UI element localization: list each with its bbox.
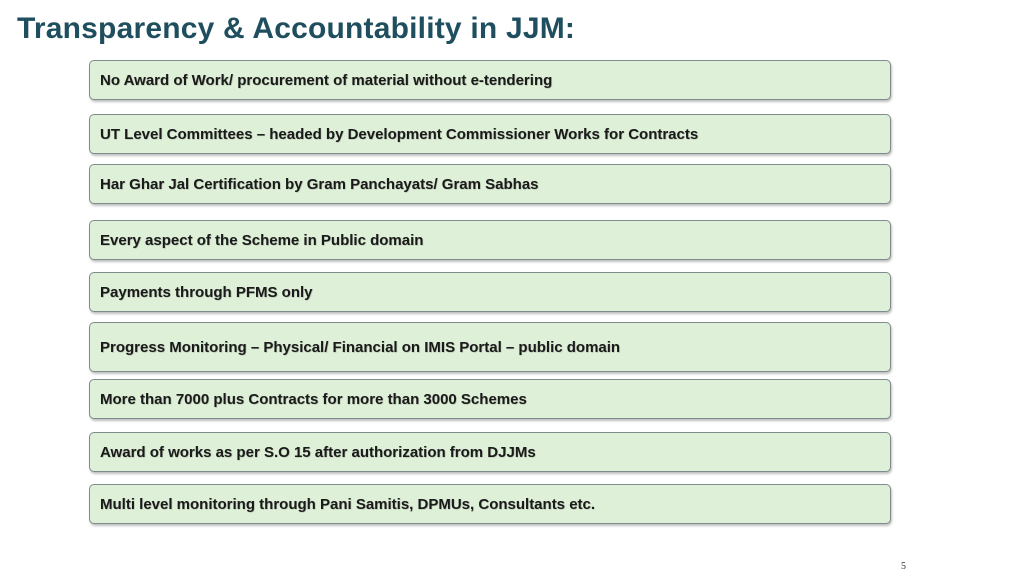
point-text: Progress Monitoring – Physical/ Financial on IMIS Portal – public domain	[100, 338, 621, 356]
point-text: No Award of Work/ procurement of material without e-tendering	[100, 71, 553, 89]
page-number: 5	[901, 561, 906, 572]
point-text: Har Ghar Jal Certification by Gram Panchayats/ Gram Sabhas	[100, 175, 539, 193]
point-text: Multi level monitoring through Pani Samitis, DPMUs, Consultants etc.	[100, 495, 596, 513]
point-box-6	[89, 322, 891, 372]
point-box-5	[89, 272, 891, 312]
point-text: Award of works as per S.O 15 after authorization from DJJMs	[100, 443, 536, 461]
point-box-4	[89, 220, 891, 260]
point-text: UT Level Committees – headed by Development Commissioner Works for Contracts	[100, 125, 699, 143]
point-text: Every aspect of the Scheme in Public domain	[100, 231, 424, 249]
point-box-3	[89, 164, 891, 204]
point-text: Payments through PFMS only	[100, 283, 313, 301]
point-box-2	[89, 114, 891, 154]
point-box-8	[89, 432, 891, 472]
point-text: More than 7000 plus Contracts for more than 3000 Schemes	[100, 390, 527, 408]
point-box-1	[89, 60, 891, 100]
slide-title: Transparency & Accountability in JJM:	[17, 12, 576, 45]
point-box-7	[89, 379, 891, 419]
point-box-9	[89, 484, 891, 524]
